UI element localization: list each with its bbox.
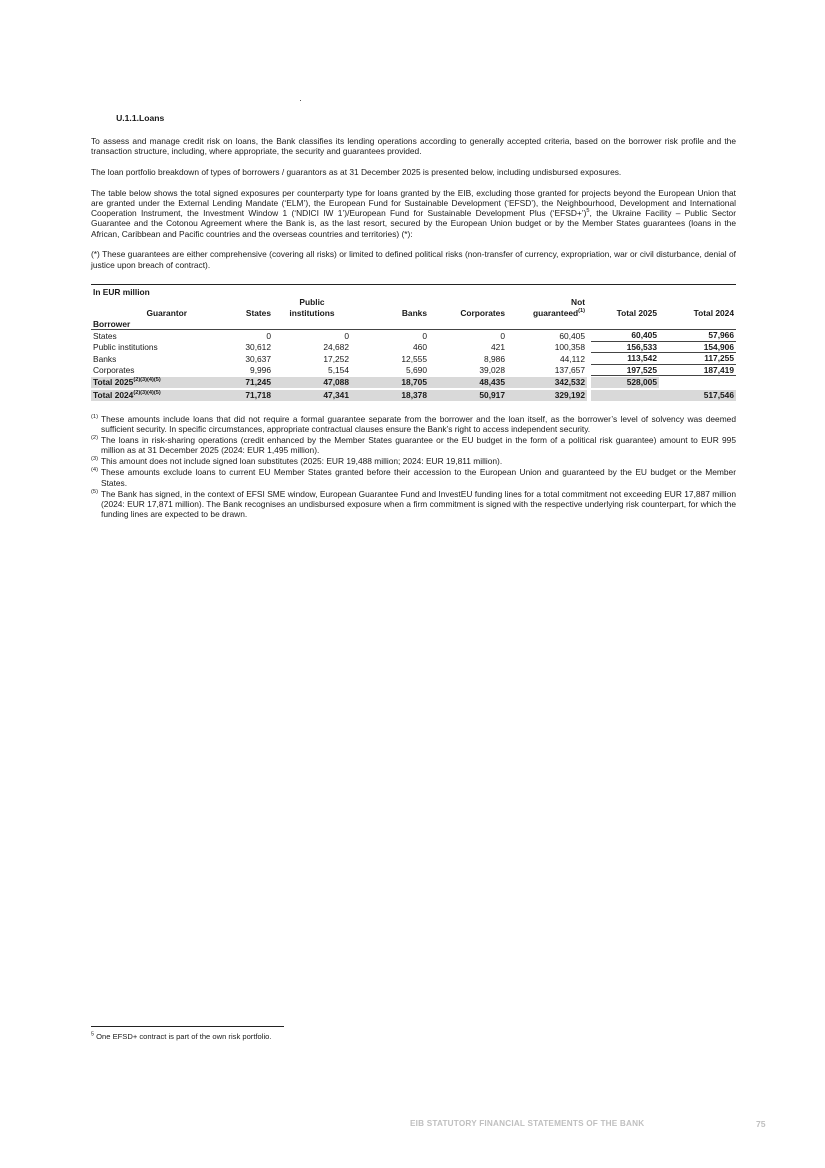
cell-banks: 0 bbox=[422, 330, 427, 341]
cell-banks: 5,690 bbox=[406, 365, 427, 376]
cell-corporates: 8,986 bbox=[484, 353, 505, 364]
cell-total-2025: 197,525 bbox=[591, 365, 659, 377]
cell-states: 30,637 bbox=[245, 353, 271, 364]
note-2: (2) The loans in risk-sharing operations (credit enhanced by the Member States guarantee or the EU budget in the form of a political risk guarantee) amount to EUR 995 million as at 31 December 2025 (2024: EUR 1,495 million). bbox=[91, 434, 736, 456]
unit-label: In EUR million bbox=[93, 286, 150, 297]
main-content bbox=[91, 113, 736, 520]
paragraph-1: To assess and manage credit risk on loans, the Bank classifies its lending operations according to generally accepted criteria, based on the borrower risk profile and the transaction structure, including, where appropriate, the security and guarantees provided. bbox=[91, 136, 736, 157]
header-states: States bbox=[245, 307, 271, 318]
cell-public: 5,154 bbox=[328, 365, 349, 376]
header-not-guaranteed: Not guaranteed$^{(1)}$ bbox=[533, 297, 585, 318]
cell-total-2025: 156,533 bbox=[591, 342, 659, 354]
note-5: (5) The Bank has signed, in the context of EFSI SME window, European Guarantee Fund and InvestEU funding lines for a total commitment not exceeding EUR 17,887 million (2024: EUR 17,871 million). The Bank recognises an undisbursed exposure when a firm commitment is signed with the respective underlying risk counterpart, for which the funding lines are expected to be drawn. bbox=[91, 488, 736, 520]
paragraph-3-part-1: The table below shows the total signed exposures per counterparty type for loans granted by the EIB, excluding those granted for projects beyond the European Union that are granted under the External Lending Mandate (‘ELM’), the European Fund for Sustainable Development (‘EFSD’), the Neighbourhood, Development and International Cooperation Instrument, the Investment Window 1 (‘NDICI IW 1’)/European Fund for Sustainable Development Plus (‘EFSD+’) bbox=[91, 187, 736, 219]
note-4: (4) These amounts exclude loans to current EU Member States granted before their accession to the European Union and guaranteed by the EU budget or the Member States. bbox=[91, 467, 736, 488]
row-label: Total $2024^{(2)(3)(4)(5)}$ bbox=[91, 389, 195, 402]
cell-not-guaranteed: 60,405 bbox=[559, 330, 585, 341]
cell-total-2024: 117,255 bbox=[659, 353, 736, 365]
cell-total-2024: 517,546 bbox=[659, 389, 736, 402]
cell-total-2024 bbox=[659, 376, 736, 389]
total-2024-row bbox=[91, 389, 736, 402]
cell-corporates: 39,028 bbox=[479, 365, 505, 376]
cell-public: 17,252 bbox=[323, 353, 349, 364]
footnote-ref-5: 5 bbox=[586, 208, 590, 215]
section-title: Loans bbox=[139, 113, 165, 123]
cell-not-guaranteed: 137,657 bbox=[554, 365, 585, 376]
guarantor-label: Guarantor bbox=[146, 307, 187, 318]
footnote: $^5$ One EFSD+ contract is part of the own risk portfolio. bbox=[91, 1031, 272, 1041]
cell-states: 9,996 bbox=[250, 365, 271, 376]
cell-states: 71,245 bbox=[195, 376, 273, 389]
row-label: Total $2025^{(2)(3)(4)(5)}$ bbox=[91, 376, 195, 389]
section-number: U.1.1. bbox=[116, 113, 139, 123]
table-row bbox=[91, 330, 736, 342]
cell-public: 0 bbox=[344, 330, 349, 341]
cell-banks: 18,378 bbox=[351, 389, 429, 402]
paragraph-3 bbox=[91, 188, 736, 239]
cell-banks: 460 bbox=[413, 342, 427, 353]
header-banks: Banks bbox=[401, 307, 427, 318]
row-label: Public institutions bbox=[93, 342, 158, 353]
total-2025-row bbox=[91, 376, 736, 389]
cell-corporates: 0 bbox=[500, 330, 505, 341]
header-total-2025: Total 2025 bbox=[616, 307, 657, 318]
cell-public: 24,682 bbox=[323, 342, 349, 353]
cell-banks: 18,705 bbox=[351, 376, 429, 389]
note-3: (3) This amount does not include signed loan substitutes (2025: EUR 19,488 million; 2024: EUR 19,811 million). bbox=[91, 456, 503, 467]
cell-states: 71,718 bbox=[195, 389, 273, 402]
cell-total-2025: 60,405 bbox=[591, 330, 659, 342]
table-row bbox=[91, 365, 736, 377]
row-label: Banks bbox=[93, 353, 117, 364]
note-1: (1) These amounts include loans that did not require a formal guarantee separate from the borrower and the loan itself, as the borrower’s level of solvency was deemed sufficient security. In specific circumstances, appropriate contractual clauses ensure the Bank’s right to access independent security. bbox=[91, 413, 736, 435]
footer-title: EIB STATUTORY FINANCIAL STATEMENTS OF THE BANK bbox=[410, 1119, 645, 1128]
cell-total-2024: 154,906 bbox=[659, 342, 736, 354]
cell-total-2025: 528,005 bbox=[591, 376, 659, 389]
page-number: 75 bbox=[756, 1119, 766, 1129]
cell-corporates: 421 bbox=[491, 342, 505, 353]
row-label: States bbox=[93, 330, 117, 341]
cell-states: 30,612 bbox=[245, 342, 271, 353]
cell-not-guaranteed: 100,358 bbox=[554, 342, 585, 353]
cell-states: 0 bbox=[266, 330, 271, 341]
cell-banks: 12,555 bbox=[401, 353, 427, 364]
cell-public: 47,088 bbox=[273, 376, 351, 389]
paragraph-2: The loan portfolio breakdown of types of borrowers / guarantors as at 31 December 2025 is presented below, including undisbursed exposures. bbox=[91, 167, 622, 178]
table-notes bbox=[91, 414, 736, 520]
section-heading bbox=[91, 113, 736, 123]
cell-corporates: 50,917 bbox=[429, 389, 507, 402]
borrower-label: Borrower bbox=[91, 319, 736, 331]
cell-total-2025: 113,542 bbox=[591, 353, 659, 365]
paragraph-4: (*) These guarantees are either comprehensive (covering all risks) or limited to defined political risks (non-transfer of currency, expropriation, war or civil disturbance, denial of justice upon breach of contract). bbox=[91, 249, 736, 270]
exposure-table bbox=[91, 284, 736, 402]
footnote-divider bbox=[91, 1026, 284, 1027]
cell-not-guaranteed: 342,532 bbox=[507, 376, 587, 389]
row-label: Corporates bbox=[93, 365, 135, 376]
cell-corporates: 48,435 bbox=[429, 376, 507, 389]
header-public-institutions: Public institutions bbox=[289, 297, 335, 318]
table-row bbox=[91, 353, 736, 365]
header-corporates: Corporates bbox=[460, 307, 505, 318]
table-header-row bbox=[91, 297, 736, 318]
table-row bbox=[91, 342, 736, 354]
cell-not-guaranteed: 329,192 bbox=[507, 389, 587, 402]
cell-not-guaranteed: 44,112 bbox=[560, 353, 585, 364]
stray-dot bbox=[300, 100, 301, 101]
cell-total-2024: 187,419 bbox=[659, 365, 736, 377]
cell-public: 47,341 bbox=[273, 389, 351, 402]
cell-total-2025 bbox=[591, 389, 659, 402]
cell-total-2024: 57,966 bbox=[659, 330, 736, 342]
paragraph-3-part-2: , the Ukraine Facility – Public Sector Guarantee and the Cotonou Agreement where the Bank is, as the last resort, secured by the European Union budget or by the Member States guarantees (loans in the African, Caribbean and Pacific countries and the overseas countries and territories) (*): bbox=[91, 208, 736, 239]
header-total-2024: Total 2024 bbox=[693, 307, 734, 318]
